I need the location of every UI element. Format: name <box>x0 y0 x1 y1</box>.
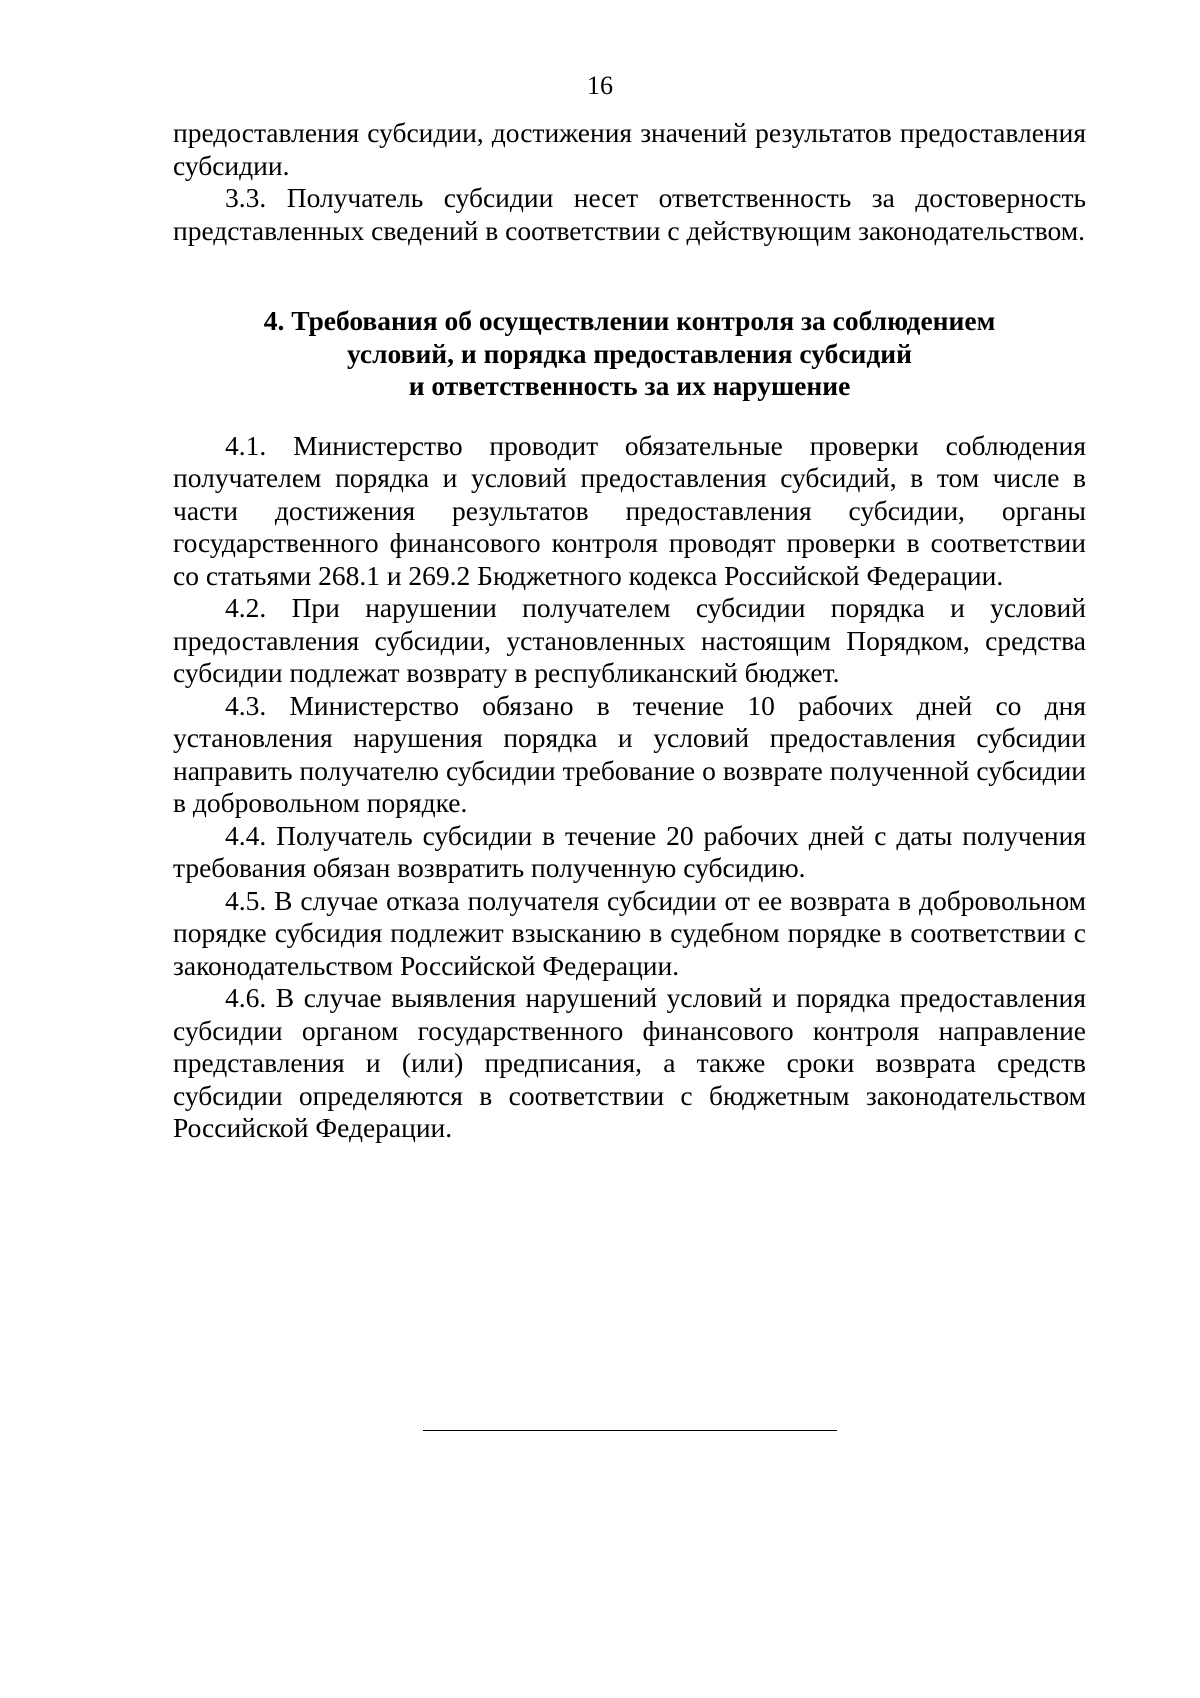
document-body <box>173 117 1086 1145</box>
section-4-title-line: 4. Требования об осуществлении контроля за соблюдением <box>263 305 996 336</box>
paragraph-4-2: 4.2. При нарушении получателем субсидии порядка и условий предоставления субсидии, установленных настоящим Порядком, средства субсидии подлежат возврату в республиканский бюджет. <box>173 592 1086 688</box>
end-of-document-rule <box>423 1430 837 1431</box>
continuation-paragraph: предоставления субсидии, достижения значений результатов предоставления субсидии. <box>173 117 1086 181</box>
paragraph-3-3: 3.3. Получатель субсидии несет ответственность за достоверность представленных сведений в соответствии с действующим законодательством. <box>173 182 1086 246</box>
section-4-title <box>173 305 1086 403</box>
paragraph-4-6: 4.6. В случае выявления нарушений условий и порядка предоставления субсидии органом государственного финансового контроля направление представления и (или) предписания, а также сроки возврата средств субсидии определяются в соответствии с бюджетным законодательством Российской Федерации. <box>173 982 1086 1143</box>
paragraph-4-4: 4.4. Получатель субсидии в течение 20 рабочих дней с даты получения требования обязан возвратить полученную субсидию. <box>173 819 1086 883</box>
paragraph-4-1: 4.1. Министерство проводит обязательные проверки соблюдения получателем порядка и условий предоставления субсидий, в том числе в части достижения результатов предоставления субсидии, органы государственного финансового контроля проводят проверки в соответствии со статьями 268.1 и 269.2 Бюджетного кодекса Российской Федерации. <box>173 429 1086 591</box>
section-4-title-line: и ответственность за их нарушение <box>408 370 851 401</box>
paragraph-4-3: 4.3. Министерство обязано в течение 10 рабочих дней со дня установления нарушения порядка и условий предоставления субсидии направить получателю субсидии требование о возврате полученной субсидии в добровольном порядке. <box>173 689 1086 818</box>
section-4-title-line: условий, и порядка предоставления субсидий <box>347 337 912 369</box>
paragraph-4-5: 4.5. В случае отказа получателя субсидии от ее возврата в добровольном порядке субсидия подлежит взысканию в судебном порядке в соответствии с законодательством Российской Федерации. <box>173 884 1086 981</box>
page-number: 16 <box>587 71 613 100</box>
